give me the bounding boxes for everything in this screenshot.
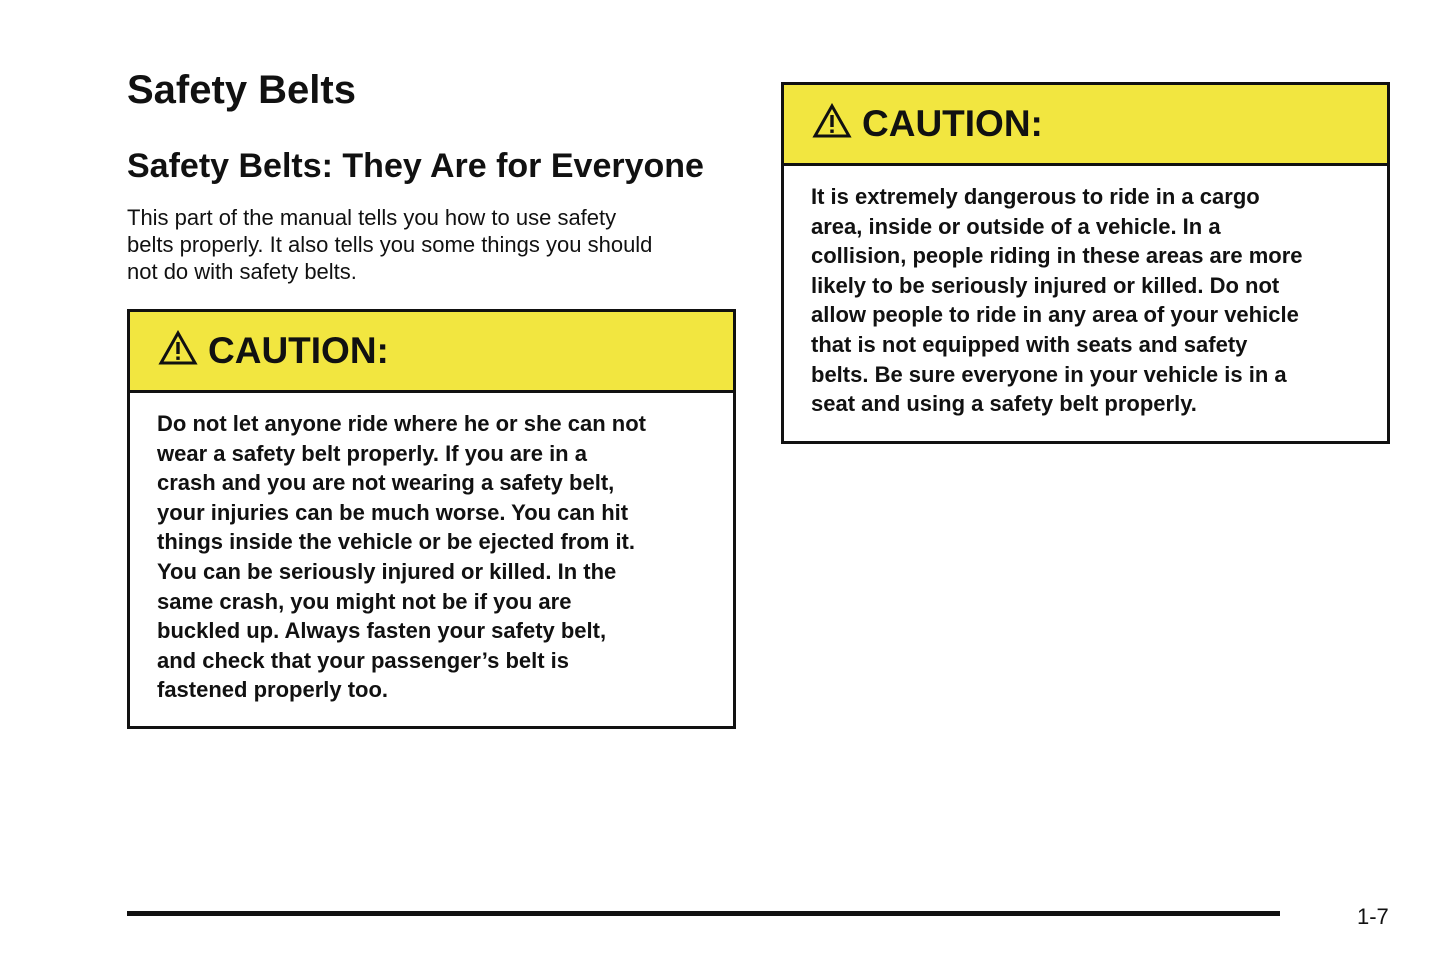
caution-text-line: area, inside or outside of a vehicle. In a <box>811 213 1221 239</box>
caution-text-line: belts. Be sure everyone in your vehicle is in a <box>811 361 1287 387</box>
caution-text <box>130 393 733 705</box>
warning-triangle-icon <box>158 330 198 366</box>
intro-paragraph <box>127 204 727 285</box>
caution-text-line: seat and using a safety belt properly. <box>811 391 1197 417</box>
page-number: 1-7 <box>1357 904 1389 929</box>
caution-text-line: your injuries can be much worse. You can hit <box>157 499 629 525</box>
intro-line: belts properly. It also tells you some things you should <box>127 232 653 257</box>
caution-text-line: It is extremely dangerous to ride in a cargo <box>811 184 1260 209</box>
caution-text <box>784 166 1387 419</box>
caution-text-line: buckled up. Always fasten your safety belt, <box>157 618 607 644</box>
caution-text-line: things inside the vehicle or be ejected from it. <box>157 529 635 555</box>
caution-box-right <box>781 82 1390 444</box>
caution-header <box>130 312 733 393</box>
caution-text-line: Do not let anyone ride where he or she can not <box>157 411 646 436</box>
intro-line: This part of the manual tells you how to use safety <box>127 205 617 230</box>
caution-text-line: allow people to ride in any area of your vehicle <box>811 302 1299 328</box>
caution-text-line: collision, people riding in these areas are more <box>811 243 1303 269</box>
footer-rule <box>127 911 1280 916</box>
section-heading: Safety Belts: They Are for Everyone <box>127 147 704 185</box>
caution-label: CAUTION: <box>862 103 1043 144</box>
warning-triangle-icon <box>812 103 852 139</box>
intro-line: not do with safety belts. <box>127 259 357 284</box>
caution-text-line: wear a safety belt properly. If you are in a <box>157 440 587 466</box>
caution-text-line: likely to be seriously injured or killed. Do not <box>811 272 1280 298</box>
page-title: Safety Belts <box>127 68 356 112</box>
caution-box-left <box>127 309 736 729</box>
caution-text-line: fastened properly too. <box>157 677 389 703</box>
caution-text-line: You can be seriously injured or killed. In the <box>157 558 617 584</box>
caution-text-line: that is not equipped with seats and safety <box>811 331 1248 357</box>
caution-text-line: same crash, you might not be if you are <box>157 588 572 614</box>
caution-text-line: and check that your passenger’s belt is <box>157 647 570 673</box>
caution-header <box>784 85 1387 166</box>
caution-text-line: crash and you are not wearing a safety belt, <box>157 470 615 496</box>
caution-label: CAUTION: <box>208 330 389 371</box>
